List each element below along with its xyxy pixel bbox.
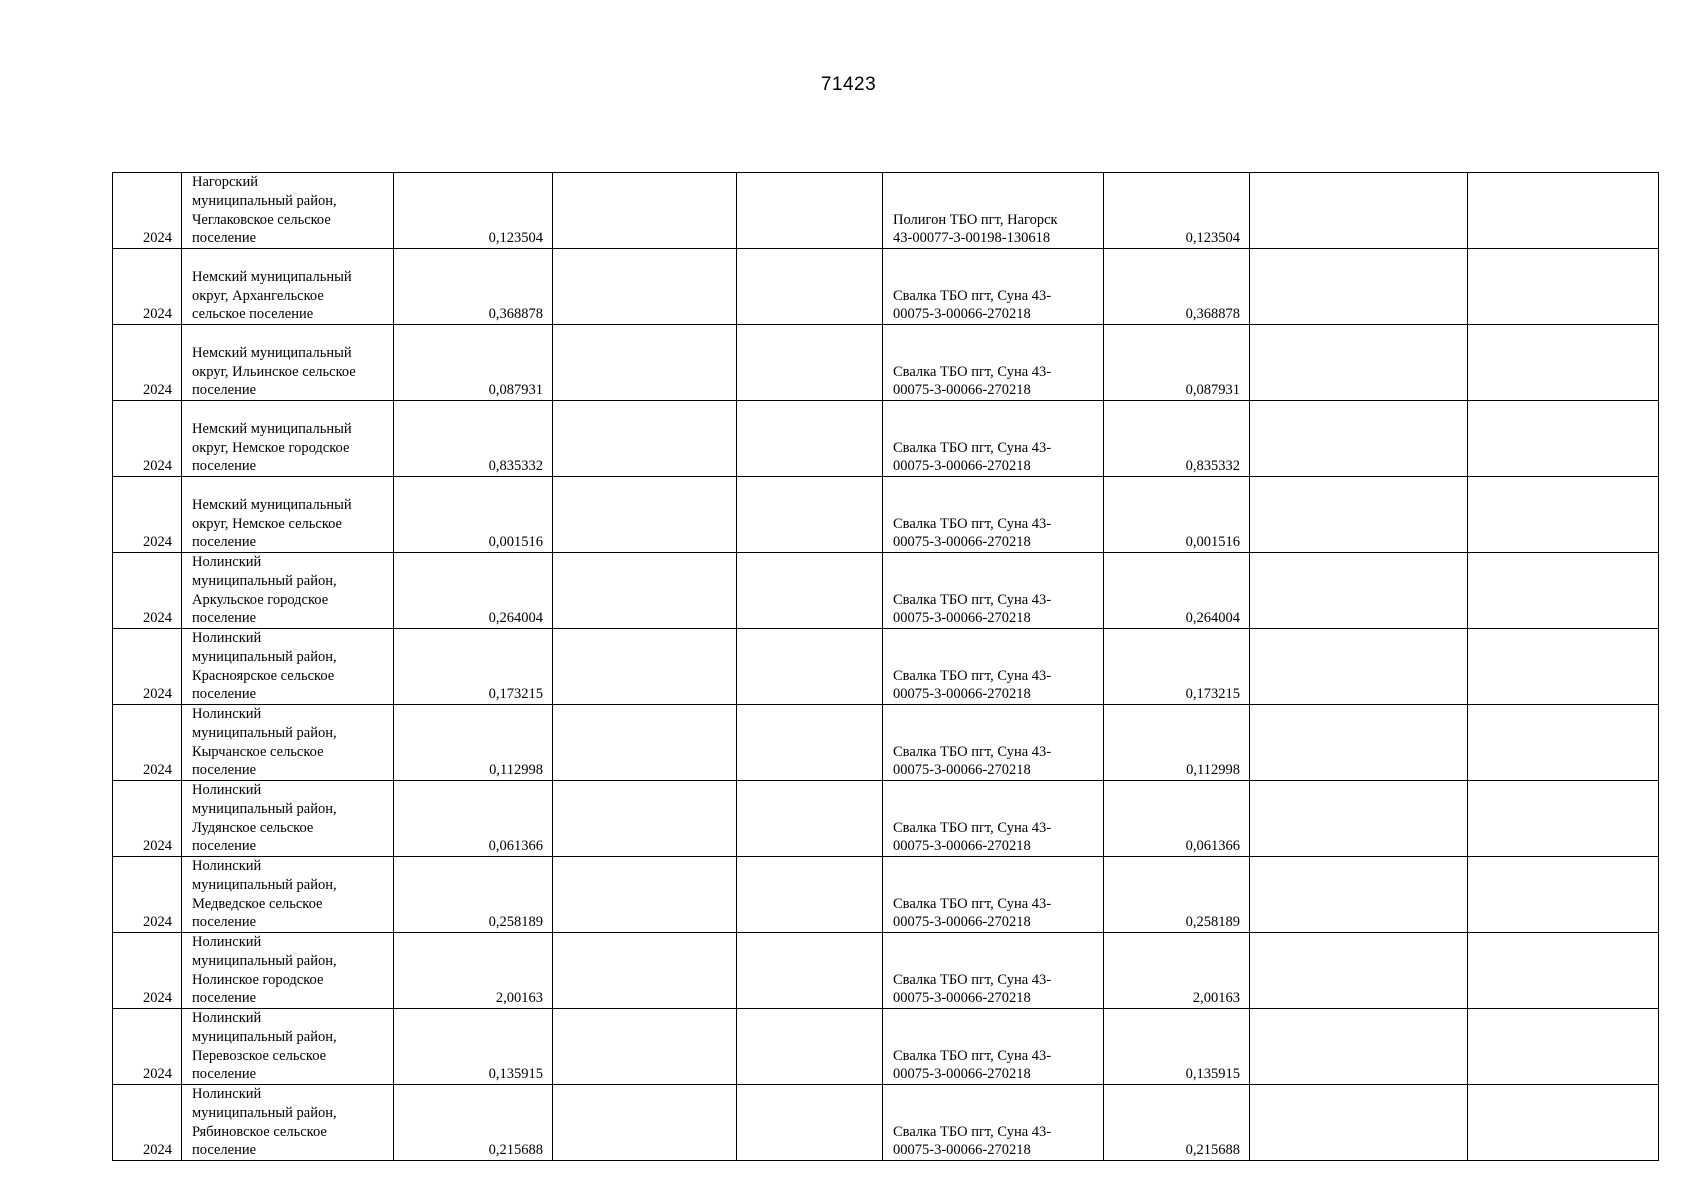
municipality-cell [182, 477, 394, 553]
table-body [113, 173, 1659, 1161]
municipality-line: поселение [192, 1066, 257, 1083]
empty-cell-b [737, 933, 883, 1009]
empty-cell-a [553, 553, 737, 629]
municipality-line: муниципальный район, [192, 192, 337, 209]
empty-cell-a [553, 173, 737, 249]
municipality-line: поселение [192, 534, 257, 551]
municipality-line: Нолинский [192, 782, 262, 799]
disposal-site-line: 00075-3-00066-270218 [893, 990, 1031, 1007]
municipality-line: Немский муниципальный [192, 496, 352, 513]
disposal-site-line: 00075-3-00066-270218 [893, 306, 1031, 323]
disposal-site-line: 00075-3-00066-270218 [893, 838, 1031, 855]
year-cell: 2024 [113, 629, 182, 705]
empty-cell-b [737, 249, 883, 325]
table-row [113, 401, 1659, 477]
municipality-cell [182, 933, 394, 1009]
disposal-site-cell [883, 1009, 1104, 1085]
municipality-line: поселение [192, 686, 257, 703]
year-cell: 2024 [113, 173, 182, 249]
empty-cell-d [1468, 1085, 1659, 1161]
year-cell: 2024 [113, 1085, 182, 1161]
table-row [113, 1085, 1659, 1161]
municipality-line: поселение [192, 230, 257, 247]
site-value-cell: 0,123504 [1104, 173, 1250, 249]
municipality-line: округ, Архангельское [192, 287, 324, 304]
municipality-line: Немский муниципальный [192, 420, 352, 437]
disposal-site-line: 00075-3-00066-270218 [893, 610, 1031, 627]
disposal-site-cell [883, 553, 1104, 629]
disposal-site-line: Свалка ТБО пгт, Суна 43- [893, 515, 1052, 532]
municipality-line: Чеглаковское сельское [192, 211, 331, 228]
empty-cell-a [553, 325, 737, 401]
municipality-line: муниципальный район, [192, 1028, 337, 1045]
municipality-line: поселение [192, 382, 257, 399]
empty-cell-d [1468, 477, 1659, 553]
empty-cell-c [1250, 553, 1468, 629]
disposal-site-line: 00075-3-00066-270218 [893, 534, 1031, 551]
empty-cell-d [1468, 401, 1659, 477]
municipality-line: муниципальный район, [192, 648, 337, 665]
municipality-line: поселение [192, 838, 257, 855]
page-number: 71423 [820, 74, 877, 95]
year-cell: 2024 [113, 933, 182, 1009]
municipality-line: муниципальный район, [192, 876, 337, 893]
value-cell: 0,112998 [394, 705, 553, 781]
municipality-line: Нолинский [192, 858, 262, 875]
site-value-cell: 0,215688 [1104, 1085, 1250, 1161]
municipality-line: Медведское сельское [192, 895, 323, 912]
municipality-line: Немский муниципальный [192, 344, 352, 361]
site-value-cell: 0,264004 [1104, 553, 1250, 629]
empty-cell-c [1250, 1085, 1468, 1161]
year-cell: 2024 [113, 857, 182, 933]
year-cell: 2024 [113, 1009, 182, 1085]
table-row [113, 705, 1659, 781]
empty-cell-c [1250, 933, 1468, 1009]
year-cell: 2024 [113, 477, 182, 553]
disposal-site-cell [883, 629, 1104, 705]
table-row [113, 857, 1659, 933]
empty-cell-a [553, 249, 737, 325]
municipality-line: Немский муниципальный [192, 268, 352, 285]
empty-cell-c [1250, 401, 1468, 477]
disposal-site-line: 00075-3-00066-270218 [893, 914, 1031, 931]
table-row [113, 477, 1659, 553]
municipality-line: Нолинский [192, 554, 262, 571]
municipality-line: муниципальный район, [192, 724, 337, 741]
year-cell: 2024 [113, 249, 182, 325]
municipality-cell [182, 629, 394, 705]
municipality-line: поселение [192, 990, 257, 1007]
municipality-line: Лудянское сельское [192, 819, 314, 836]
empty-cell-b [737, 629, 883, 705]
empty-cell-b [737, 477, 883, 553]
site-value-cell: 0,061366 [1104, 781, 1250, 857]
value-cell: 2,00163 [394, 933, 553, 1009]
municipality-cell [182, 173, 394, 249]
year-cell: 2024 [113, 781, 182, 857]
disposal-site-line: 00075-3-00066-270218 [893, 1066, 1031, 1083]
municipality-line: Нолинский [192, 1010, 262, 1027]
value-cell: 0,835332 [394, 401, 553, 477]
disposal-site-cell [883, 249, 1104, 325]
municipality-line: Нолинское городское [192, 971, 324, 988]
empty-cell-b [737, 857, 883, 933]
empty-cell-d [1468, 325, 1659, 401]
empty-cell-d [1468, 249, 1659, 325]
value-cell: 0,123504 [394, 173, 553, 249]
municipality-line: Перевозское сельское [192, 1047, 327, 1064]
empty-cell-b [737, 705, 883, 781]
disposal-site-cell [883, 325, 1104, 401]
municipality-line: поселение [192, 458, 257, 475]
disposal-site-cell [883, 477, 1104, 553]
year-cell: 2024 [113, 325, 182, 401]
disposal-site-line: Свалка ТБО пгт, Суна 43- [893, 1123, 1052, 1140]
municipality-line: поселение [192, 610, 257, 627]
value-cell: 0,087931 [394, 325, 553, 401]
municipality-cell [182, 553, 394, 629]
empty-cell-a [553, 477, 737, 553]
empty-cell-d [1468, 933, 1659, 1009]
disposal-site-line: 00075-3-00066-270218 [893, 686, 1031, 703]
empty-cell-c [1250, 325, 1468, 401]
waste-volume-table [112, 172, 1659, 1161]
disposal-site-cell [883, 401, 1104, 477]
empty-cell-b [737, 553, 883, 629]
site-value-cell: 0,135915 [1104, 1009, 1250, 1085]
disposal-site-line: 00075-3-00066-270218 [893, 1142, 1031, 1159]
municipality-line: Нолинский [192, 706, 262, 723]
empty-cell-b [737, 401, 883, 477]
disposal-site-line: Свалка ТБО пгт, Суна 43- [893, 971, 1052, 988]
empty-cell-c [1250, 173, 1468, 249]
empty-cell-a [553, 781, 737, 857]
empty-cell-b [737, 173, 883, 249]
value-cell: 0,173215 [394, 629, 553, 705]
site-value-cell: 0,173215 [1104, 629, 1250, 705]
disposal-site-line: Свалка ТБО пгт, Суна 43- [893, 1047, 1052, 1064]
disposal-site-line: Свалка ТБО пгт, Суна 43- [893, 895, 1052, 912]
municipality-cell [182, 1085, 394, 1161]
site-value-cell: 0,001516 [1104, 477, 1250, 553]
disposal-site-line: Свалка ТБО пгт, Суна 43- [893, 287, 1052, 304]
municipality-line: Нолинский [192, 934, 262, 951]
empty-cell-a [553, 1009, 737, 1085]
empty-cell-b [737, 1009, 883, 1085]
empty-cell-c [1250, 781, 1468, 857]
municipality-cell [182, 249, 394, 325]
municipality-line: муниципальный район, [192, 572, 337, 589]
municipality-line: Кырчанское сельское [192, 743, 324, 760]
empty-cell-c [1250, 249, 1468, 325]
table-row [113, 325, 1659, 401]
empty-cell-a [553, 857, 737, 933]
disposal-site-cell [883, 933, 1104, 1009]
value-cell: 0,264004 [394, 553, 553, 629]
empty-cell-a [553, 1085, 737, 1161]
empty-cell-a [553, 629, 737, 705]
disposal-site-line: 43-00077-3-00198-130618 [893, 230, 1051, 247]
municipality-cell [182, 401, 394, 477]
municipality-line: Нолинский [192, 1086, 262, 1103]
empty-cell-a [553, 401, 737, 477]
value-cell: 0,258189 [394, 857, 553, 933]
table-row [113, 553, 1659, 629]
empty-cell-d [1468, 553, 1659, 629]
disposal-site-cell [883, 781, 1104, 857]
value-cell: 0,135915 [394, 1009, 553, 1085]
empty-cell-b [737, 781, 883, 857]
site-value-cell: 0,112998 [1104, 705, 1250, 781]
site-value-cell: 0,087931 [1104, 325, 1250, 401]
municipality-line: поселение [192, 1142, 257, 1159]
municipality-line: Аркульское городское [192, 591, 329, 608]
empty-cell-d [1468, 173, 1659, 249]
value-cell: 0,368878 [394, 249, 553, 325]
municipality-cell [182, 1009, 394, 1085]
municipality-cell [182, 857, 394, 933]
disposal-site-cell [883, 857, 1104, 933]
disposal-site-line: Свалка ТБО пгт, Суна 43- [893, 819, 1052, 836]
empty-cell-c [1250, 1009, 1468, 1085]
value-cell: 0,061366 [394, 781, 553, 857]
empty-cell-d [1468, 705, 1659, 781]
value-cell: 0,215688 [394, 1085, 553, 1161]
disposal-site-cell [883, 1085, 1104, 1161]
disposal-site-line: Свалка ТБО пгт, Суна 43- [893, 743, 1052, 760]
municipality-line: муниципальный район, [192, 1104, 337, 1121]
municipality-line: Нолинский [192, 630, 262, 647]
table-row [113, 1009, 1659, 1085]
municipality-line: округ, Ильинское сельское [192, 363, 356, 380]
municipality-line: поселение [192, 914, 257, 931]
table-row [113, 629, 1659, 705]
site-value-cell: 0,258189 [1104, 857, 1250, 933]
disposal-site-cell [883, 173, 1104, 249]
empty-cell-d [1468, 781, 1659, 857]
municipality-line: муниципальный район, [192, 800, 337, 817]
site-value-cell: 2,00163 [1104, 933, 1250, 1009]
disposal-site-cell [883, 705, 1104, 781]
municipality-line: муниципальный район, [192, 952, 337, 969]
disposal-site-line: Свалка ТБО пгт, Суна 43- [893, 667, 1052, 684]
empty-cell-a [553, 705, 737, 781]
municipality-line: сельское поселение [192, 306, 314, 323]
empty-cell-b [737, 325, 883, 401]
empty-cell-c [1250, 857, 1468, 933]
disposal-site-line: Полигон ТБО пгт, Нагорск [893, 211, 1058, 228]
site-value-cell: 0,835332 [1104, 401, 1250, 477]
year-cell: 2024 [113, 401, 182, 477]
empty-cell-d [1468, 1009, 1659, 1085]
empty-cell-c [1250, 705, 1468, 781]
empty-cell-b [737, 1085, 883, 1161]
municipality-cell [182, 705, 394, 781]
disposal-site-line: Свалка ТБО пгт, Суна 43- [893, 439, 1052, 456]
municipality-line: Нагорский [192, 174, 258, 191]
empty-cell-a [553, 933, 737, 1009]
municipality-line: Рябиновское сельское [192, 1123, 327, 1140]
empty-cell-c [1250, 477, 1468, 553]
municipality-cell [182, 325, 394, 401]
year-cell: 2024 [113, 553, 182, 629]
empty-cell-d [1468, 629, 1659, 705]
table-row [113, 781, 1659, 857]
value-cell: 0,001516 [394, 477, 553, 553]
year-cell: 2024 [113, 705, 182, 781]
site-value-cell: 0,368878 [1104, 249, 1250, 325]
municipality-line: Красноярское сельское [192, 667, 335, 684]
disposal-site-line: 00075-3-00066-270218 [893, 382, 1031, 399]
municipality-line: округ, Немское городское [192, 439, 350, 456]
municipality-line: округ, Немское сельское [192, 515, 342, 532]
municipality-line: поселение [192, 762, 257, 779]
table-row [113, 173, 1659, 249]
disposal-site-line: Свалка ТБО пгт, Суна 43- [893, 363, 1052, 380]
empty-cell-d [1468, 857, 1659, 933]
disposal-site-line: 00075-3-00066-270218 [893, 458, 1031, 475]
disposal-site-line: Свалка ТБО пгт, Суна 43- [893, 591, 1052, 608]
empty-cell-c [1250, 629, 1468, 705]
table-row [113, 933, 1659, 1009]
disposal-site-line: 00075-3-00066-270218 [893, 762, 1031, 779]
municipality-cell [182, 781, 394, 857]
table-row [113, 249, 1659, 325]
